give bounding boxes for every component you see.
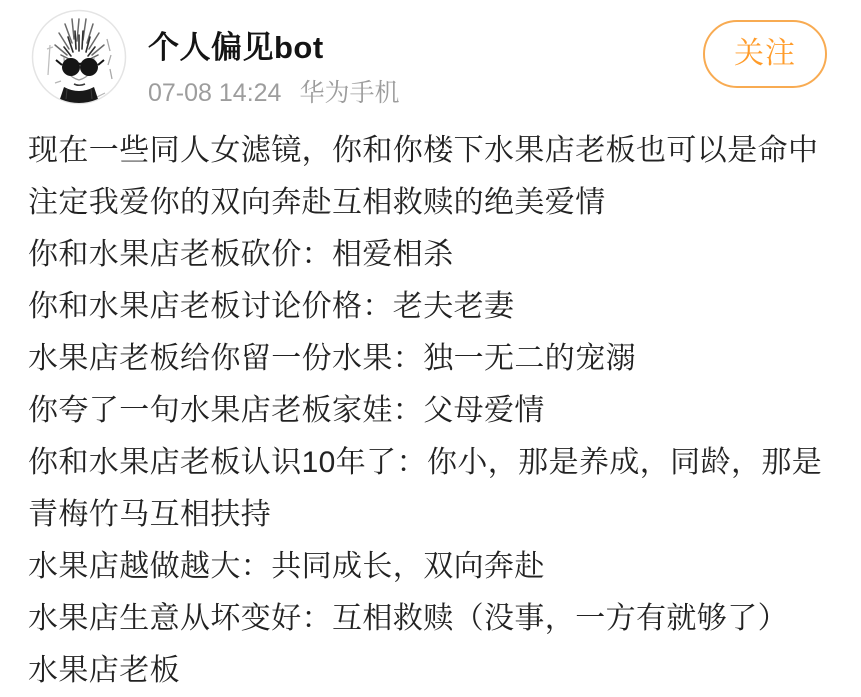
gojo-manga-avatar-art <box>31 9 127 105</box>
post-text-line: 你夸了一句水果店老板家娃：父母爱情 <box>28 394 545 427</box>
post-meta <box>148 73 399 109</box>
post-header <box>0 0 861 120</box>
avatar[interactable] <box>31 9 127 105</box>
post-text-line-clipped: 水果店老板 <box>28 654 180 687</box>
post-text-line: 水果店生意从坏变好：互相救赎（没事，一方有就够了） <box>28 602 788 635</box>
username[interactable]: 个人偏见bot <box>148 30 324 65</box>
post-text-line: 现在一些同人女滤镜，你和你楼下水果店老板也可以是命中 <box>28 134 819 167</box>
post-text-line: 注定我爱你的双向奔赴互相救赎的绝美爱情 <box>28 186 606 219</box>
follow-button[interactable]: 关注 <box>703 20 827 88</box>
post-text-line: 你和水果店老板讨论价格：老夫老妻 <box>28 290 515 323</box>
device-source: 华为手机 <box>299 79 400 107</box>
post-text-line: 水果店越做越大：共同成长，双向奔赴 <box>28 550 545 583</box>
timestamp: 07-08 14:24 <box>148 79 282 107</box>
post-text-line: 青梅竹马互相扶持 <box>28 498 272 531</box>
post-text-line: 水果店老板给你留一份水果：独一无二的宠溺 <box>28 342 636 375</box>
post-text-line: 你和水果店老板认识10年了：你小，那是养成，同龄，那是 <box>28 446 823 479</box>
post-body <box>28 125 848 697</box>
post-text-line: 你和水果店老板砍价：相爱相杀 <box>28 238 454 271</box>
